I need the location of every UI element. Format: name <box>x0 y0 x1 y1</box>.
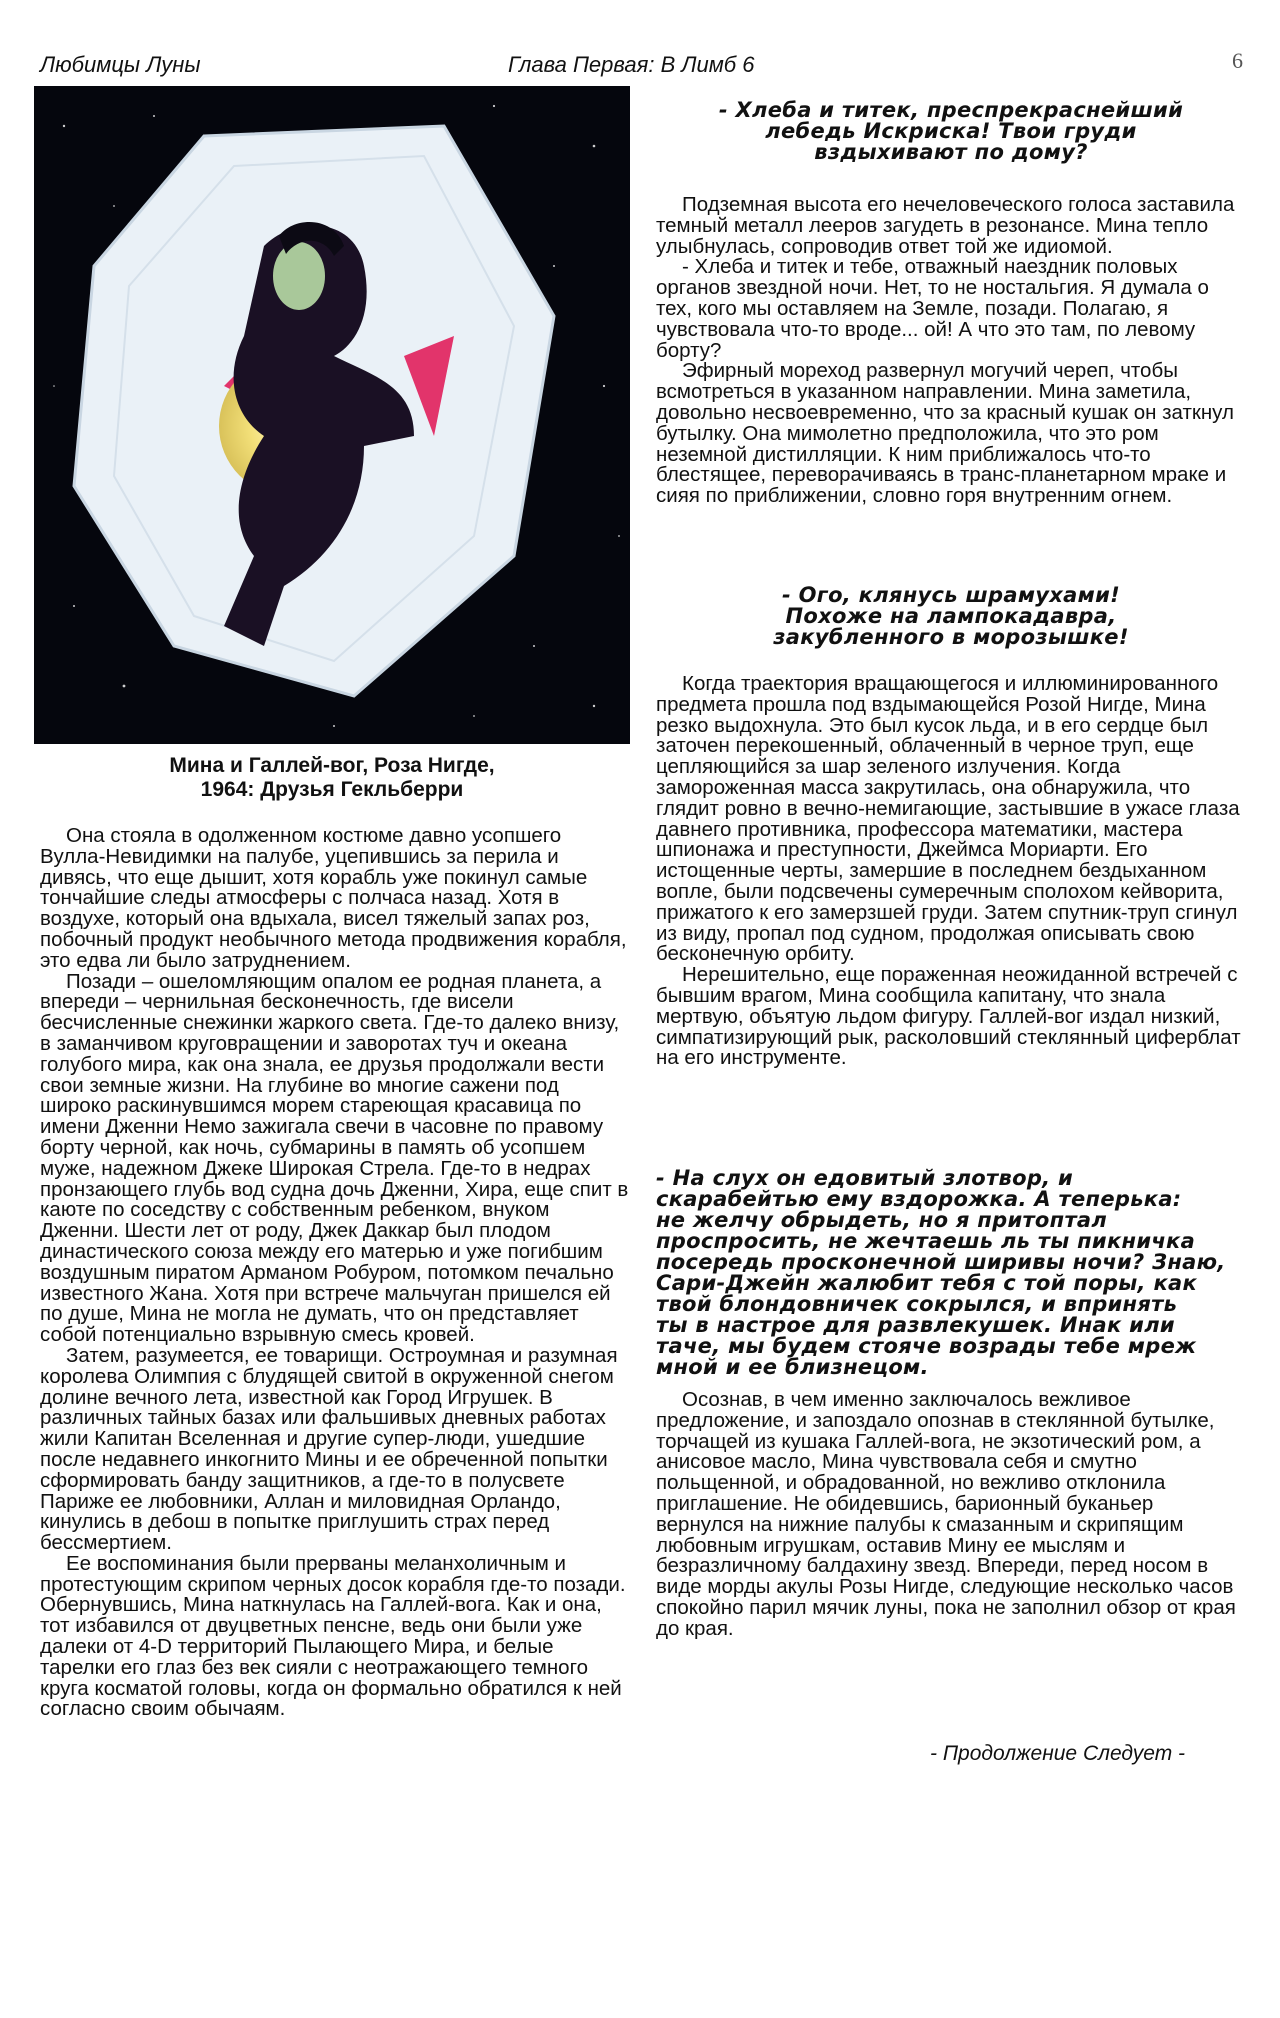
paragraph: Ее воспоминания были прерваны меланхоличным и протестующим скрипом черных досок корабля где-то позади. Обернувшись, Мина наткнулась на Галлей-вога. Как и она, тот избавился от двуцветных пенсне, ведь они были уже далеки от 4-D территорий Пылающего Мира, и белые тарелки его глаз без век сияли с неотражающего темного круга косматой головы, когда он формально обратился к ней согласно своим обычаям. <box>40 1551 626 1721</box>
speech-line: твой блондовничек сокрылся, и впринять <box>656 1292 1178 1316</box>
paragraph: - Хлеба и титек и тебе, отважный наездник половых органов звездной ночи. Нет, то не ностальгия. Я думала о тех, кого мы оставляем на Земле, позади. Полагаю, я чувствовала что-то вроде... ой! А что это там, по левому борту? <box>656 255 1209 362</box>
speech-line: мной и ее близнецом. <box>656 1355 929 1379</box>
running-header-title: Любимцы Луны <box>40 52 201 77</box>
running-header-chapter: Глава Первая: В Лимб 6 <box>508 52 755 77</box>
speech-line: закубленного в морозышке! <box>773 625 1129 649</box>
paragraph: Она стояла в одолженном костюме давно усопшего Вулла-Невидимки на палубе, уцепившись за перила и дивясь, что еще дышит, хотя корабль уже покинул самые тончайшие следы атмосферы с полчаса назад. Хотя в воздухе, который она вдыхала, висел тяжелый запах роз, побочный продукт необычного метода продвижения корабля, это едва ли было затруднением. <box>40 824 627 972</box>
paragraph: Осознав, в чем именно заключалось вежливое предложение, и запоздало опознав в стеклянной бутылке, торчащей из кушака Галлей-вога, не экзотический ром, а анисовое масло, Мина чувствовала себя и смутно польщенной, и обрадованной, но вежливо отклонила приглашение. Не обидевшись, барионный буканьер вернулся на нижние палубы к смазанным и скрипящим любовным игрушкам, оставив Мину ее мыслям и безразличному балдахину звезд. Впереди, перед носом в виде морды акулы Розы Нигде, следующие несколько часов спокойно парил мячик луны, пока не заполнил обзор от края до края. <box>656 1388 1236 1640</box>
right-text-block <box>656 674 1246 1069</box>
paragraph: Нерешительно, еще пораженная неожиданной встречей с бывшим врагом, Мина сообщила капитану, что знала мертвую, объятую льдом фигуру. Галлей-вог издал низкий, симпатизирующий рык, расколовший стеклянный циферблат на его инструменте. <box>656 963 1241 1070</box>
speech-line: Сари-Джейн жалюбит тебя с той поры, как <box>656 1271 1198 1295</box>
speech-line: - Ого, клянусь шрамухами! <box>782 583 1120 607</box>
speech-line: посередь просконечной ширивы ночи? Знаю, <box>656 1250 1226 1274</box>
caption-line: 1964: Друзья Гекльберри <box>200 778 464 801</box>
paragraph: Эфирный мореход развернул могучий череп, чтобы всмотреться в указанном направлении. Мина заметила, довольно несвоевременно, что за красный кушак он заткнул бутылку. Она мимолетно предположила, что это ром неземной дистилляции. К ним приближалось что-то блестящее, переворачиваясь в транс-планетарном мраке и сияя по приближении, словно горя внутренним огнем. <box>656 359 1234 508</box>
speech-line: ты в настрое для развлекушек. Инак или <box>656 1313 1175 1337</box>
paragraph: Подземная высота его нечеловеческого голоса заставила темный металл лееров загудеть в резонансе. Мина тепло улыбнулась, сопроводив ответ той же идиомой. <box>656 193 1235 258</box>
paragraph: Позади – ошеломляющим опалом ее родная планета, а впереди – чернильная бесконечность, где висели бесчисленные снежинки жаркого света. Где-то далеко внизу, в заманчивом круговращении и заворотах туч и океана голубого мира, как она знала, ее друзья продолжали вести свои земные жизни. На глубине во многие сажени под широко раскинувшимся морем стареющая красавица по имени Дженни Немо зажигала свечи в часовне по правому борту черной, как ночь, субмарины в память об усопшем муже, надежном Джеке Широкая Стрела. Где-то в недрах пронзающего глубь вод судна дочь Дженни, Хира, еще спит в каюте по соседству с собственным ребенком, внуком Дженни. Шести лет от роду, Джек Даккар был плодом династического союза между его матерью и уже погибшим воздушным пиратом Арманом Робуром, потомком печально известного Жана. Хотя при встрече мальчуган пришелся ей по душе, Мина не могла не думать, что он представляет собой потенциально взрывную смесь кровей. <box>40 969 629 1347</box>
speech-line: Похоже на лампокадавра, <box>785 604 1117 628</box>
paragraph: Затем, разумеется, ее товарищи. Остроумная и разумная королева Олимпия с блудящей свитой в окруженной снегом долине вечного лета, известной как Город Игрушек. В различных тайных базах или фальшивых дневных работах жили Капитан Вселенная и другие супер-люди, ушедшие после недавнего инкогнито Мины и ее обреченной попытки сформировать банду защитников, а где-то в полусвете Париже ее любовники, Аллан и миловидная Орландо, кинулись в дебош в попытке приглушить страх перед бессмертием. <box>40 1343 618 1555</box>
figure-face <box>273 242 325 310</box>
speech-line: лебедь Искриска! Твои груди <box>765 119 1137 143</box>
right-text-block <box>656 195 1246 507</box>
page-number: 6 <box>1232 48 1243 73</box>
speech-line: скарабейтью ему вздорожка. А теперька: <box>656 1187 1182 1211</box>
speech-line: - Хлеба и титек, преспрекраснейший <box>718 98 1184 122</box>
speech-line: не желчу обрыдеть, но я притоптал <box>656 1208 1108 1232</box>
illustration <box>34 86 630 744</box>
speech-line: - На слух он едовитый злотвор, и <box>656 1166 1074 1190</box>
right-text-block <box>656 1390 1246 1640</box>
sailor-speech <box>656 1168 1246 1378</box>
speech-line: проспросить, не жечтаешь ль ты пикничка <box>656 1229 1196 1253</box>
speech-line: вздыхивают по дому? <box>814 140 1088 164</box>
space-illustration <box>34 86 630 744</box>
illustration-caption <box>34 754 630 802</box>
speech-line: таче, мы будем стояче возрады тебе мреж <box>656 1334 1197 1358</box>
sailor-speech <box>656 100 1246 163</box>
left-text-column <box>40 826 630 1720</box>
sailor-speech <box>656 585 1246 648</box>
to-be-continued: - Продолжение Следует - <box>930 1742 1186 1765</box>
paragraph: Когда траектория вращающегося и иллюминированного предмета прошла под вздымающейся Розой Нигде, Мина резко выдохнула. Это был кусок льда, и в его сердце был заточен перекошенный, облаченный в черное труп, еще цепляющийся за шар зеленого излучения. Когда замороженная масса закрутилась, она обнаружила, что глядит ровно в вечно-немигающие, застывшие в ужасе глаза давнего противника, профессора математики, мастера шпионажа и преступности, Джеймса Мориарти. Его истощенные черты, замершие в последнем бездыханном вопле, были подсвечены сумеречным сполохом кейворита, прижатого к его замерзшей груди. Затем спутник-труп сгинул из виду, пропал под судном, продолжая описывать свою бесконечную орбиту. <box>656 672 1240 966</box>
caption-line: Мина и Галлей-вог, Роза Нигде, <box>169 754 495 777</box>
